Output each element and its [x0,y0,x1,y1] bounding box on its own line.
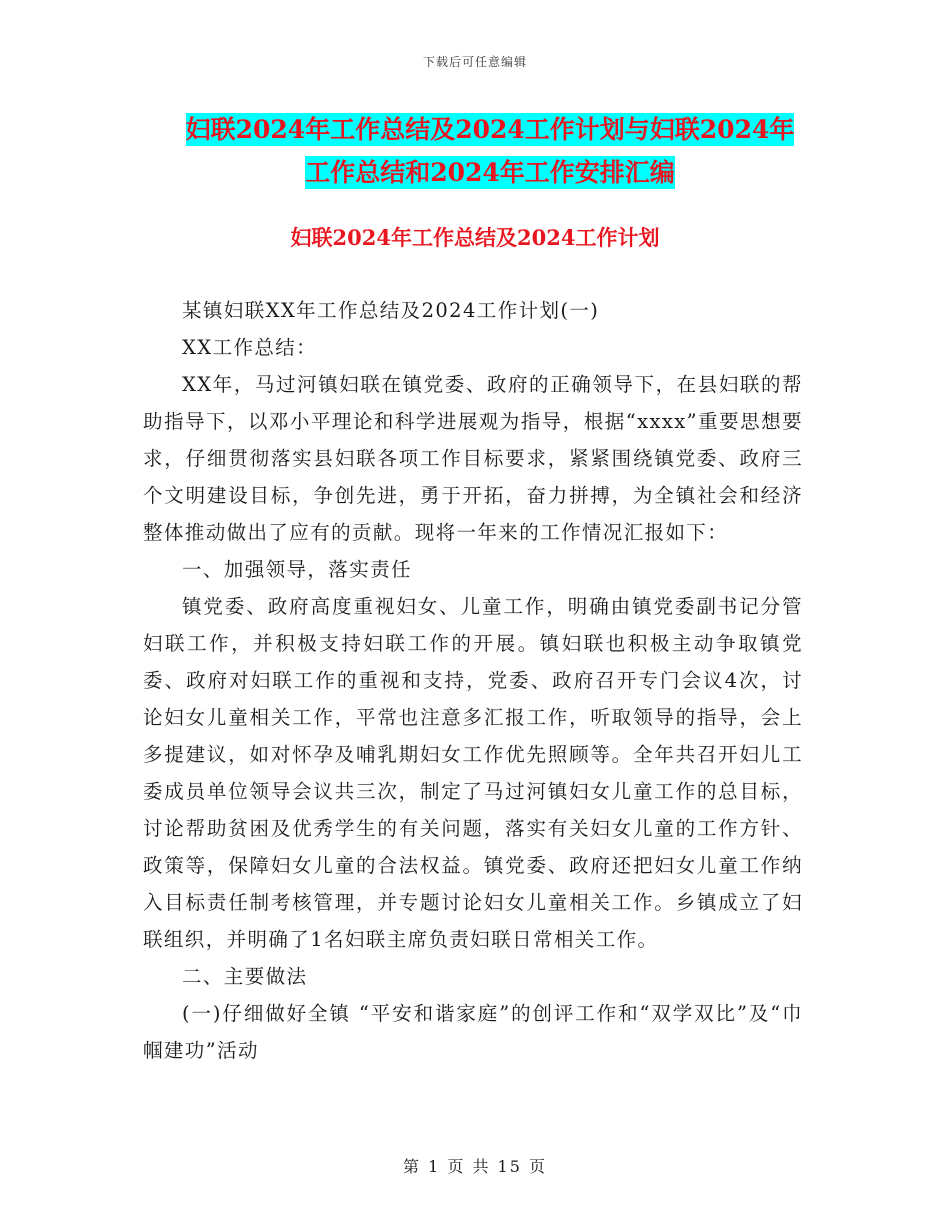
body-text [143,292,803,1069]
section-title: 妇联2024年工作总结及2024工作计划 [290,225,660,250]
main-title [140,108,840,194]
paragraph: XX工作总结： [182,336,318,359]
main-title-line-2: 工作总结和2024年工作安排汇编 [305,158,675,187]
paragraph: (一)仔细做好全镇 “平安和谐家庭”的创评工作和“双学双比”及“巾帼建功”活动 [143,1002,803,1062]
paragraph: 一、加强领导，落实责任 [182,558,412,581]
paragraph: 某镇妇联XX年工作总结及2024工作计划(一) [182,299,600,322]
paragraph: XX年，马过河镇妇联在镇党委、政府的正确领导下，在县妇联的帮助指导下，以邓小平理论和科学进展观为指导，根据“xxxx”重要思想要求，仔细贯彻落实县妇联各项工作目标要求，紧紧围绕镇党委、政府三个文明建设目标，争创先进，勇于开拓，奋力拼搏，为全镇社会和经济整体推动做出了应有的贡献。现将一年来的工作情况汇报如下： [143,373,803,544]
header-note: 下载后可任意编辑 [422,55,527,69]
paragraph: 镇党委、政府高度重视妇女、儿童工作，明确由镇党委副书记分管妇联工作，并积极支持妇联工作的开展。镇妇联也积极主动争取镇党委、政府对妇联工作的重视和支持，党委、政府召开专门会议4次，讨论妇女儿童相关工作，平常也注意多汇报工作，听取领导的指导，会上多提建议，如对怀孕及哺乳期妇女工作优先照顾等。全年共召开妇儿工委成员单位领导会议共三次，制定了马过河镇妇女儿童工作的总目标，讨论帮助贫困及优秀学生的有关问题，落实有关妇女儿童的工作方针、政策等，保障妇女儿童的合法权益。镇党委、政府还把妇女儿童工作纳入目标责任制考核管理，并专题讨论妇女儿童相关工作。乡镇成立了妇联组织，并明确了1名妇联主席负责妇联日常相关工作。 [143,595,803,951]
page-footer: 第 1 页 共 15 页 [403,1157,547,1176]
main-title-line-1: 妇联2024年工作总结及2024工作计划与妇联2024年 [185,115,795,144]
paragraph: 二、主要做法 [182,965,308,988]
